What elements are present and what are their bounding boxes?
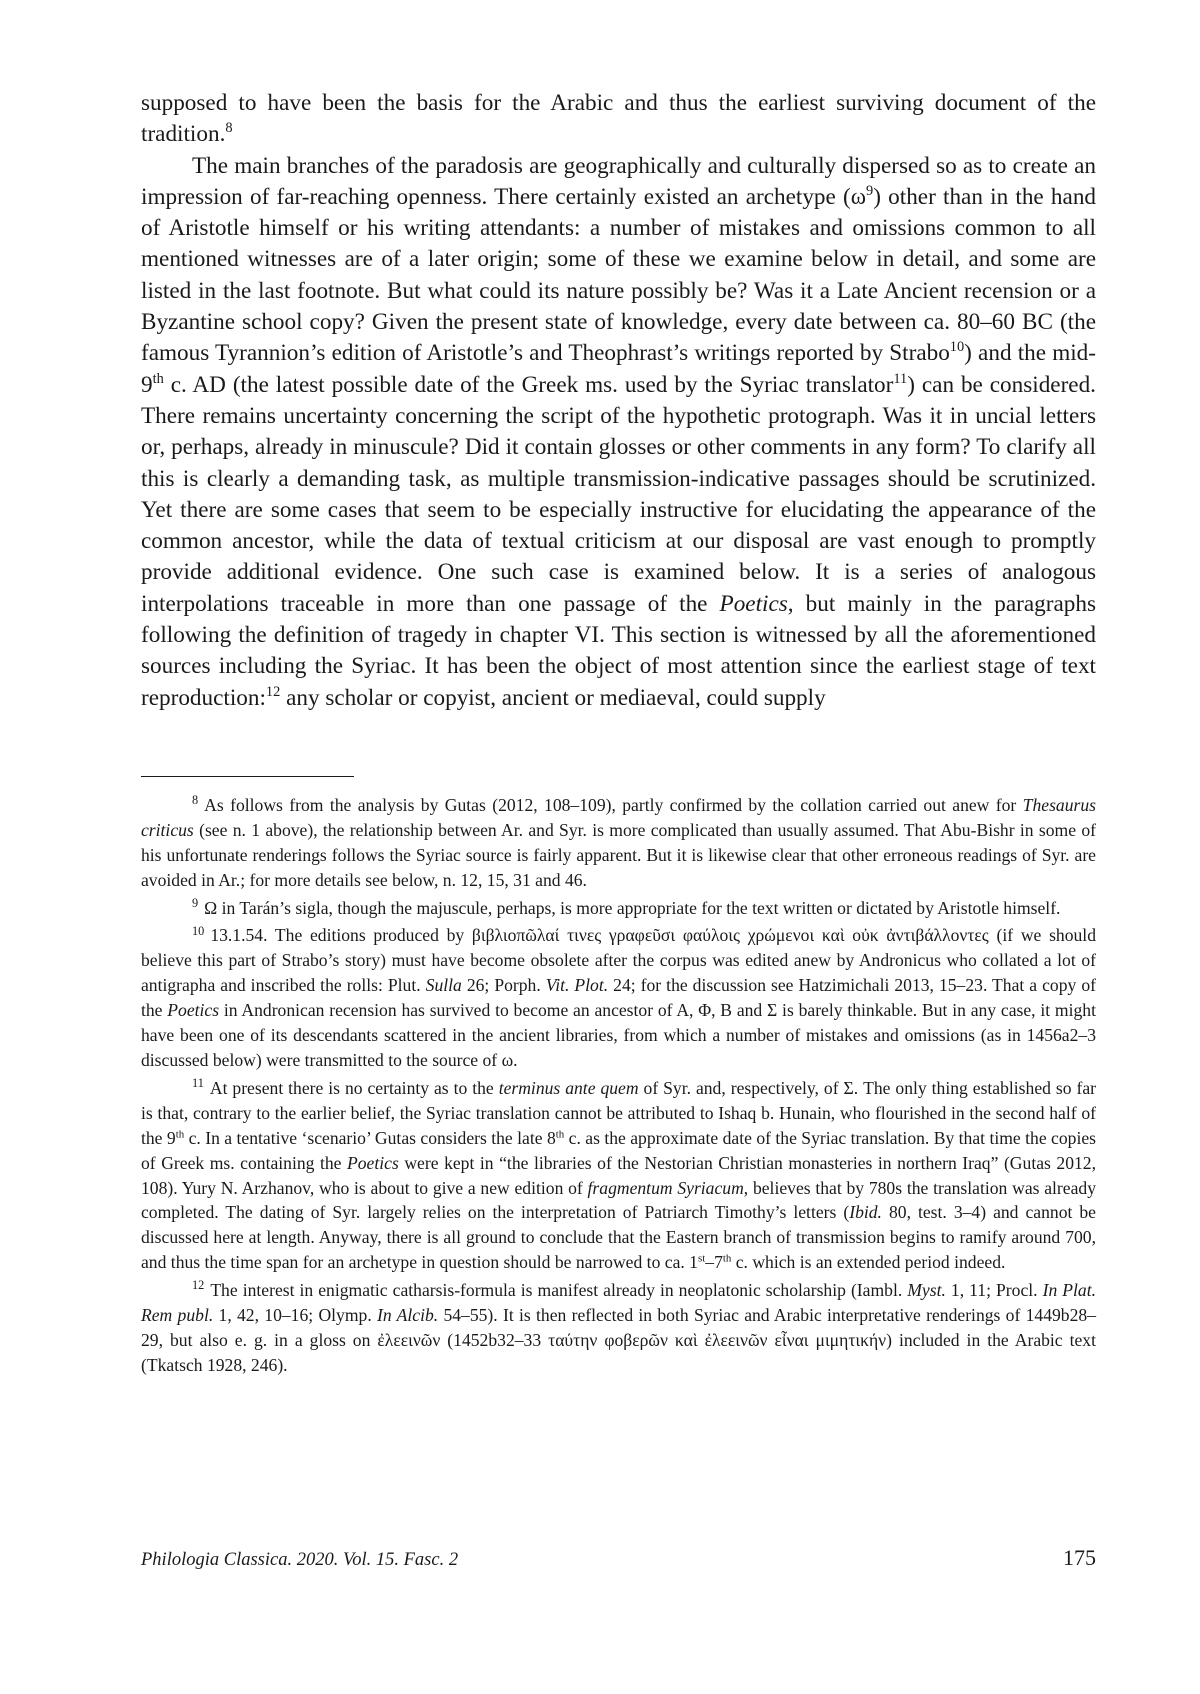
footnote-separator: [141, 776, 354, 777]
footnote-number: 10: [192, 923, 205, 938]
ordinal-suffix: th: [152, 370, 164, 387]
footnote-ref-11[interactable]: 11: [893, 370, 908, 387]
paragraph-1: supposed to have been the basis for the Arabic and thus the earliest surviving document of the tradition.$^8$: [141, 90, 1096, 148]
footnote-number: 11: [192, 1076, 204, 1091]
footnote-12: $^{12}$ The interest in enigmatic catharsis-formula is manifest already in neoplatonic scholarship (Iambl. Myst. 1, 11; Procl. In Plat. Rem publ. 1, 42, 10–16; Olymp. In Alcib. 54–55). It is then reflected in both Syriac and Arabic interpretative renderings of 1449b28–29, but also e. g. in a gloss on ἐλεεινῶν (1452b32–33 ταύτην φοβερῶν καὶ ἐλεεινῶν εἶναι μιμητικήν) included in the Arabic text (Tkatsch 1928, 246).: [141, 1278, 1097, 1375]
page-footer: [141, 1545, 1096, 1571]
footnote-ref-8[interactable]: 8: [225, 120, 233, 137]
journal-citation: Philologia Classica. 2020. Vol. 15. Fasc. 2: [141, 1550, 459, 1570]
italic-title: Poetics: [719, 590, 788, 617]
main-text: [141, 88, 1096, 714]
footnotes: [141, 793, 1096, 1378]
footnote-number: 9: [192, 895, 199, 910]
footnote-10: $^{10}$ 13.1.54. The editions produced by βιβλιοπῶλαί τινες γραφεῦσι φαύλοις χρώμενοι καὶ οὐκ ἀντιβάλλοντες (if we should believe this part of Strabo’s story) must have become obsolete after the corpus was edited anew by Andronicus who collated a lot of antigrapha and inscribed the rolls: Plut. Sulla 26; Porph. Vit. Plot. 24; for the discussion see Hatzimichali 2013, 15–23. That a copy of the Poetics in Andronican recension has survived to become an ancestor of A, Φ, B and Σ is barely thinkable. But in any case, it might have been one of its descendants scattered in the ancient libraries, from which a number of mistakes and omissions (as in 1456a2–3 discussed below) were transmitted to the source of ω.: [141, 923, 1096, 1070]
footnote-ref-9[interactable]: 9: [866, 182, 874, 199]
footnote-ref-12[interactable]: 12: [265, 683, 281, 700]
footnote-ref-10[interactable]: 10: [949, 339, 965, 356]
footnote-9: $^9$ Ω in Tarán’s sigla, though the majuscule, perhaps, is more appropriate for the text written or dictated by Aristotle himself.: [192, 895, 1061, 918]
page-number: 175: [1063, 1545, 1096, 1570]
footnote-11: $^{11}$ At present there is no certainty as to the terminus ante quem of Syr. and, respectively, of Σ. The only thing established so far is that, contrary to the earlier belief, the Syriac translation cannot be attributed to Ishaq b. Hunain, who flourished in the second half of the 9th c. In a tentative ‘scenario’ Gutas considers the late 8th c. as the approximate date of the Syriac translation. By that time the copies of Greek ms. containing the Poetics were kept in “the libraries of the Nestorian Christian monasteries in northern Iraq” (Gutas 2012, 108). Yury N. Arzhanov, who is about to give a new edition of fragmentum Syriacum, believes that by 780s the translation was already completed. The dating of Syr. largely relies on the interpretation of Patriarch Timothy’s letters (Ibid. 80, test. 3–4) and cannot be discussed here at length. Anyway, there is all ground to conclude that the Eastern branch of transmission begins to ramify around 700, and thus the time span for an archetype in question should be narrowed to ca. 1st–7th c. which is an extended period indeed.: [141, 1076, 1097, 1273]
paragraph-2: The main branches of the paradosis are geographically and culturally dispersed so as to create an impression of far-reaching openness. There certainly existed an archetype $(\omega^9)$ other than in the hand of Aristotle himself or his writing attendants: a number of mistakes and omissions common to all mentioned witnesses are of a later origin; some of these we examine below in detail, and some are listed in the last footnote. But what could its nature possibly be? Was it a Late Ancient recension or a Byzantine school copy? Given the present state of knowledge, every date between ca. 80–60 BC (the famous Tyrannion’s edition of Aristotle’s and Theophrast’s writings reported by Strabo$^{10}$) and the mid-9th c. AD (the latest possible date of the Greek ms. used by the Syriac translator$^{11}$) can be considered. There remains uncertainty concerning the script of the hypothetic protograph. Was it in uncial letters or, perhaps, already in minuscule? Did it contain glosses or other comments in any form? To clarify all this is clearly a demanding task, as multiple transmission-indicative passages should be scrutinized. Yet there are some cases that seem to be especially instructive for elucidating the appearance of the common ancestor, while the data of textual criticism at our disposal are vast enough to promptly provide additional evidence. One such case is examined below. It is a series of analogous interpolations traceable in more than one passage of the Poetics, but mainly in the paragraphs following the definition of tragedy in chapter VI. This section is witnessed by all the aforementioned sources including the Syriac. It has been the object of most attention since the earliest stage of text reproduction:$^{12}$ any scholar or copyist, ancient or mediaeval, could supply: [141, 152, 1097, 711]
footnote-8: $^8$ As follows from the analysis by Gutas (2012, 108–109), partly confirmed by the collation carried out anew for Thesaurus criticus (see n. 1 above), the relationship between Ar. and Syr. is more complicated than usually assumed. That Abu-Bishr in some of his unfortunate renderings follows the Syriac source is fairly apparent. But it is likewise clear that other erroneous readings of Syr. are avoided in Ar.; for more details see below, n. 12, 15, 31 and 46.: [141, 793, 1096, 890]
footnote-number: 12: [192, 1278, 205, 1293]
footnote-number: 8: [192, 793, 199, 808]
page-content: [141, 88, 1096, 1378]
